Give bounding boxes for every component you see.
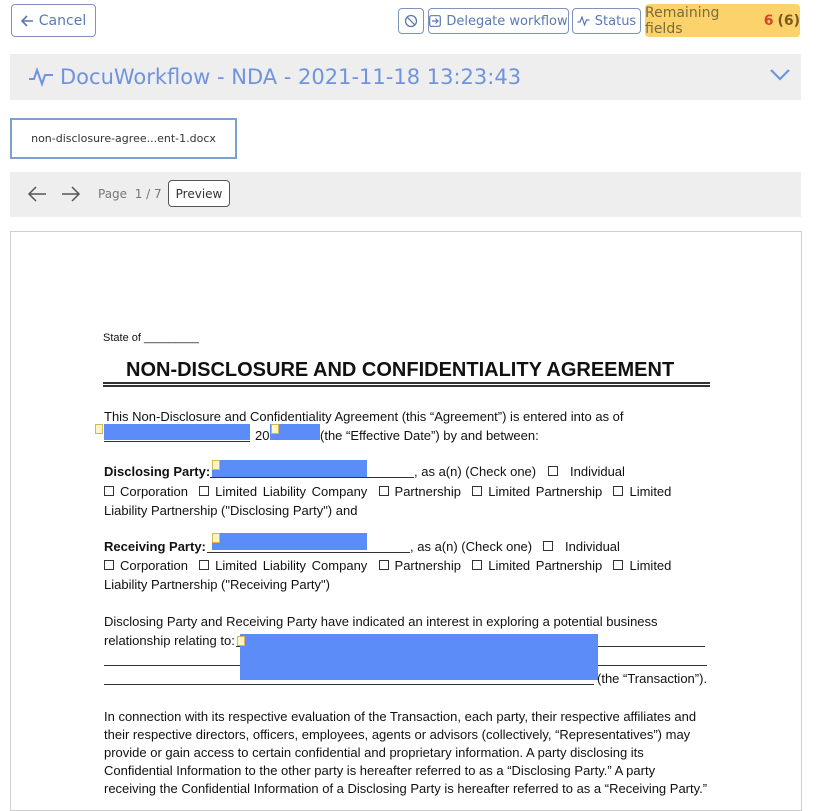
field-pin-icon (212, 460, 220, 470)
workflow-title-bar[interactable] (10, 54, 801, 100)
paragraph-line: Confidential Information to the other party is hereafter referred to as a “Disclosing Party.” A party (104, 763, 656, 778)
prev-page-icon[interactable] (27, 185, 47, 203)
opt-label: Individual (565, 539, 620, 554)
opt-label: Limited Liability Company (215, 558, 368, 573)
opt-label: Limited Liability Company (215, 484, 368, 499)
transaction-text: (the “Transaction”). (597, 671, 708, 686)
entity-options-row (104, 558, 671, 573)
arrow-left-icon (21, 15, 34, 27)
paragraph-line: provide or gain access to certain confidential and proprietary information. A party disclosing its (104, 745, 644, 760)
file-tab-label: non-disclosure-agree...ent-1.docx (31, 132, 216, 145)
status-label: Status (594, 13, 637, 29)
llp-disclosing-text: Liability Partnership ("Disclosing Party") and (104, 503, 358, 518)
checkbox[interactable] (543, 541, 553, 551)
cancel-label: Cancel (38, 12, 87, 29)
paragraph-line: their respective directors, officers, employees, agents or advisors (collectively, “Representatives”) may (104, 727, 691, 742)
heading-rule (103, 382, 710, 384)
opt-label: Partnership (394, 558, 462, 573)
state-of-text: State of _________ (103, 332, 200, 344)
opt-label: Corporation (120, 484, 188, 499)
page-label: Page (98, 187, 128, 201)
checkbox[interactable] (472, 560, 482, 570)
next-page-icon[interactable] (61, 185, 81, 203)
remaining-fields-button[interactable] (645, 4, 800, 37)
checkbox[interactable] (104, 560, 114, 570)
checkbox[interactable] (379, 560, 389, 570)
opt-label: Limited (629, 484, 672, 499)
disclosing-party-field[interactable] (212, 460, 367, 477)
llp-receiving-text: Liability Partnership ("Receiving Party") (104, 577, 330, 592)
document-heading: NON-DISCLOSURE AND CONFIDENTIALITY AGREEMENT (126, 359, 675, 381)
disclosing-party-label: Disclosing Party: (104, 464, 211, 479)
intro-text: This Non-Disclosure and Confidentiality Agreement (this “Agreement”) is entered into as of (104, 409, 624, 424)
block-icon (404, 14, 418, 28)
disclosing-as-text: , as a(n) (Check one) (414, 464, 537, 479)
block-button[interactable] (398, 8, 424, 34)
blank-line (104, 684, 594, 685)
checkbox[interactable] (472, 486, 482, 496)
blank-line (207, 552, 410, 553)
paragraph-line: receiving the Confidential Information of a Disclosing Party is hereafter referred to as a “Receiving Party.” (104, 781, 708, 796)
checkbox[interactable] (104, 486, 114, 496)
forward-icon (429, 15, 441, 27)
delegate-workflow-button[interactable] (428, 8, 569, 34)
page-navigation (10, 172, 801, 217)
cancel-button[interactable] (11, 4, 96, 37)
page-indicator (98, 187, 162, 201)
pulse-icon (28, 67, 54, 87)
receiving-as-text: , as a(n) (Check one) (410, 539, 533, 554)
field-pin-icon (237, 636, 245, 646)
preview-button[interactable] (168, 180, 230, 207)
checkbox[interactable] (613, 486, 623, 496)
blank-line (104, 441, 250, 442)
opt-label: Individual (570, 464, 625, 479)
pulse-icon (577, 16, 590, 26)
file-tab[interactable] (10, 118, 237, 159)
status-button[interactable] (572, 8, 641, 34)
field-pin-icon (95, 424, 103, 434)
receiving-party-field[interactable] (212, 533, 367, 550)
intro-20: 20 (255, 428, 270, 443)
opt-label: Corporation (120, 558, 188, 573)
remaining-total: (6) (777, 12, 800, 29)
checkbox[interactable] (199, 486, 209, 496)
remaining-count: 6 (763, 12, 774, 29)
checkbox[interactable] (199, 560, 209, 570)
effective-date-text: (the “Effective Date”) by and between: (320, 428, 539, 443)
checkbox[interactable] (379, 486, 389, 496)
preview-label: Preview (175, 186, 223, 201)
relationship-field[interactable] (240, 634, 598, 680)
opt-label: Partnership (394, 484, 462, 499)
remaining-label: Remaining fields (645, 4, 720, 37)
delegate-label: Delegate workflow (446, 13, 568, 29)
interest-text: Disclosing Party and Receiving Party have indicated an interest in exploring a potential business (104, 614, 658, 629)
checkbox[interactable] (613, 560, 623, 570)
paragraph-line: In connection with its respective evaluation of the Transaction, each party, their respective affiliates and (104, 709, 697, 724)
document-page (10, 231, 802, 811)
chevron-down-icon[interactable] (769, 68, 791, 82)
date-field[interactable] (104, 424, 250, 440)
field-pin-icon (212, 533, 220, 543)
field-pin-icon (271, 424, 279, 434)
opt-label: Limited Partnership (488, 558, 603, 573)
entity-options-row (104, 484, 671, 499)
opt-label: Limited Partnership (488, 484, 603, 499)
checkbox[interactable] (548, 466, 558, 476)
blank-line (210, 477, 414, 478)
relationship-text: relationship relating to: (104, 633, 235, 648)
opt-individual[interactable] (543, 539, 620, 554)
workflow-title: DocuWorkflow - NDA - 2021-11-18 13:23:43 (60, 65, 522, 89)
page-value: 1 / 7 (134, 187, 162, 201)
opt-individual[interactable] (548, 464, 625, 479)
receiving-party-label: Receiving Party: (104, 539, 206, 554)
heading-rule (103, 385, 710, 387)
opt-label: Limited (629, 558, 672, 573)
